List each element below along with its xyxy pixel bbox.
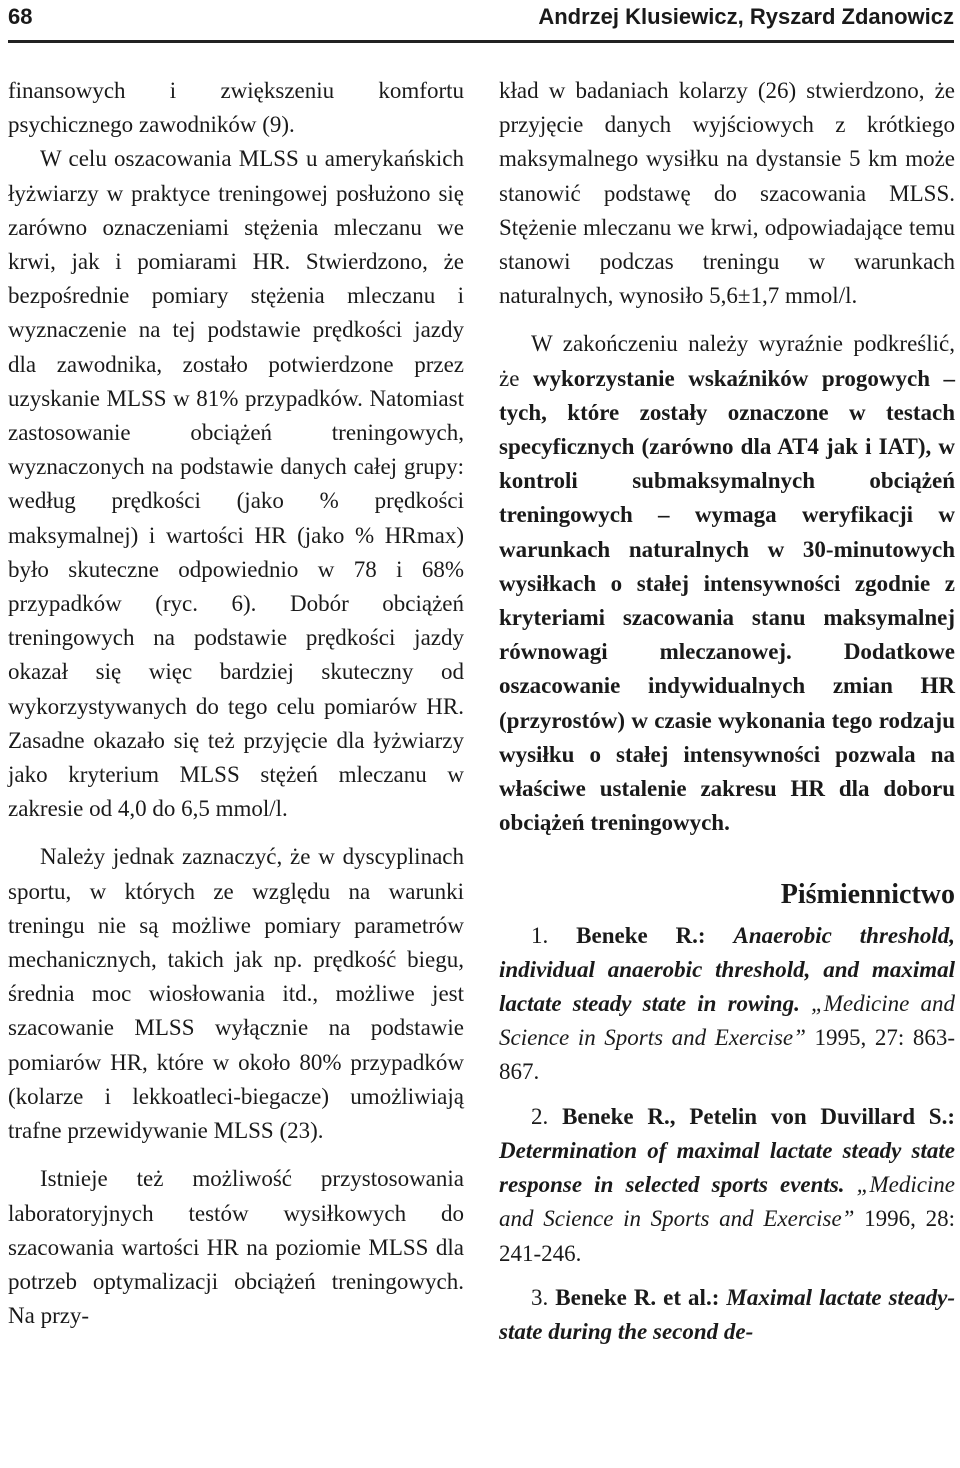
reference-details: 1995, 27: 863-867. [499,1025,955,1085]
reference-title: Determination of maximal lactate steady state response in selected sports events. [499,1137,955,1198]
reference-journal: „Medicine and Science in Sports and Exercise” [499,991,955,1051]
page-number: 68 [8,4,33,29]
paragraph: Należy jednak zaznaczyć, że w dyscyplinach sportu, w których ze względu na warunki treningu nie są możliwe pomiary parametrów mechanicznych, takich jak np. prędkość biegu, średnia moc wiosłowania itd., możliwe jest szacowanie MLSS wyłącznie na podstawie pomiarów HR, które w około 80% przypadków (kolarze i lekkoatleci-biegacze) umożliwiają trafne przewidywanie MLSS (23). [8,844,464,1144]
conclusion-paragraph [499,327,955,840]
reference-number: 2. [531,1103,549,1129]
reference-item [499,1281,955,1349]
left-column [8,74,464,1333]
reference-details: 1996, 28: 241-246. [499,1206,956,1266]
reference-authors: Beneke R., Petelin von Duvillard S.: [562,1103,956,1129]
reference-item [499,1100,955,1271]
reference-number: 3. [531,1284,549,1310]
conclusion-intro: W zakończeniu należy wyraźnie podkreślić, że [499,331,955,391]
reference-title: Anaerobic threshold, individual anaerobic threshold, and maximal lactate steady state in rowing. [499,922,955,1017]
right-column [499,74,955,1349]
reference-authors: Beneke R.: [576,922,706,948]
reference-item [499,919,955,1090]
paragraph: kład w badaniach kolarzy (26) stwierdzono, że przyjęcie danych wyjściowych z krótkiego maksymalnego wysiłku na dystansie 5 km może stanowić podstawę do szacowania MLSS. Stężenie mleczanu we krwi, odpowiadające temu stanowi podczas treningu w warunkach naturalnych, wynosiło 5,6±1,7 mmol/l. [499,78,955,309]
page-header [8,0,954,36]
conclusion-bold: wykorzystanie wskaźników progowych – tych, które zostały oznaczone w testach specyficznych (zarówno dla AT4 jak i IAT), w kontroli submaksymalnych obciążeń treningowych – wymaga weryfikacji w warunkach naturalnych w 30-minutowych wysiłkach o stałej intensywności zgodnie z kryteriami szacowania stanu maksymalnej równowagi mleczanowej. Dodatkowe oszacowanie indywidualnych zmian HR (przyrostów) w czasie wykonania tego rodzaju wysiłku o stałej intensywności pozwala na właściwe ustalenie zakresu HR dla doboru obciążeń treningowych. [499,365,956,836]
paragraph: finansowych i zwiększeniu komfortu psychicznego zawodników (9). [8,78,464,138]
references-heading: Piśmiennictwo [780,879,955,911]
reference-journal: „Medicine and Science in Sports and Exercise” [499,1172,956,1232]
header-rule [8,40,954,43]
paragraph: Istnieje też możliwość przystosowania laboratoryjnych testów wysiłkowych do szacowania wartości HR na poziomie MLSS dla potrzeb optymalizacji obciążeń treningowych. Na przy- [8,1166,464,1329]
running-head-authors: Andrzej Klusiewicz, Ryszard Zdanowicz [538,4,954,29]
paragraph: W celu oszacowania MLSS u amerykańskich łyżwiarzy w praktyce treningowej posłużono się zarówno oznaczeniami stężenia mleczanu we krwi, jak i pomiarami HR. Stwierdzono, że bezpośrednie pomiary stężenia mleczanu i wyznaczenie na tej podstawie prędkości jazdy dla zawodnika, zostało potwierdzone przez uzyskanie MLSS w 81% przypadków. Natomiast zastosowanie obciążeń treningowych, wyznaczonych na podstawie danych całej grupy: według prędkości (jako % prędkości maksymalnej) i wartości HR (jako % HRmax) było skuteczne odpowiednio w 78 i 68% przypadków (ryc. 6). Dobór obciążeń treningowych na podstawie prędkości jazdy okazał się więc bardziej skuteczny od wykorzystywanych do tego celu pomiarów HR. Zasadne okazało się też przyjęcie dla łyżwiarzy jako kryterium MLSS stężeń mleczanu w zakresie od 4,0 do 6,5 mmol/l. [8,146,464,822]
reference-authors: Beneke R. et al.: [555,1284,720,1310]
reference-title: Maximal lactate steady-state during the second de- [499,1284,956,1344]
reference-number: 1. [531,922,549,948]
